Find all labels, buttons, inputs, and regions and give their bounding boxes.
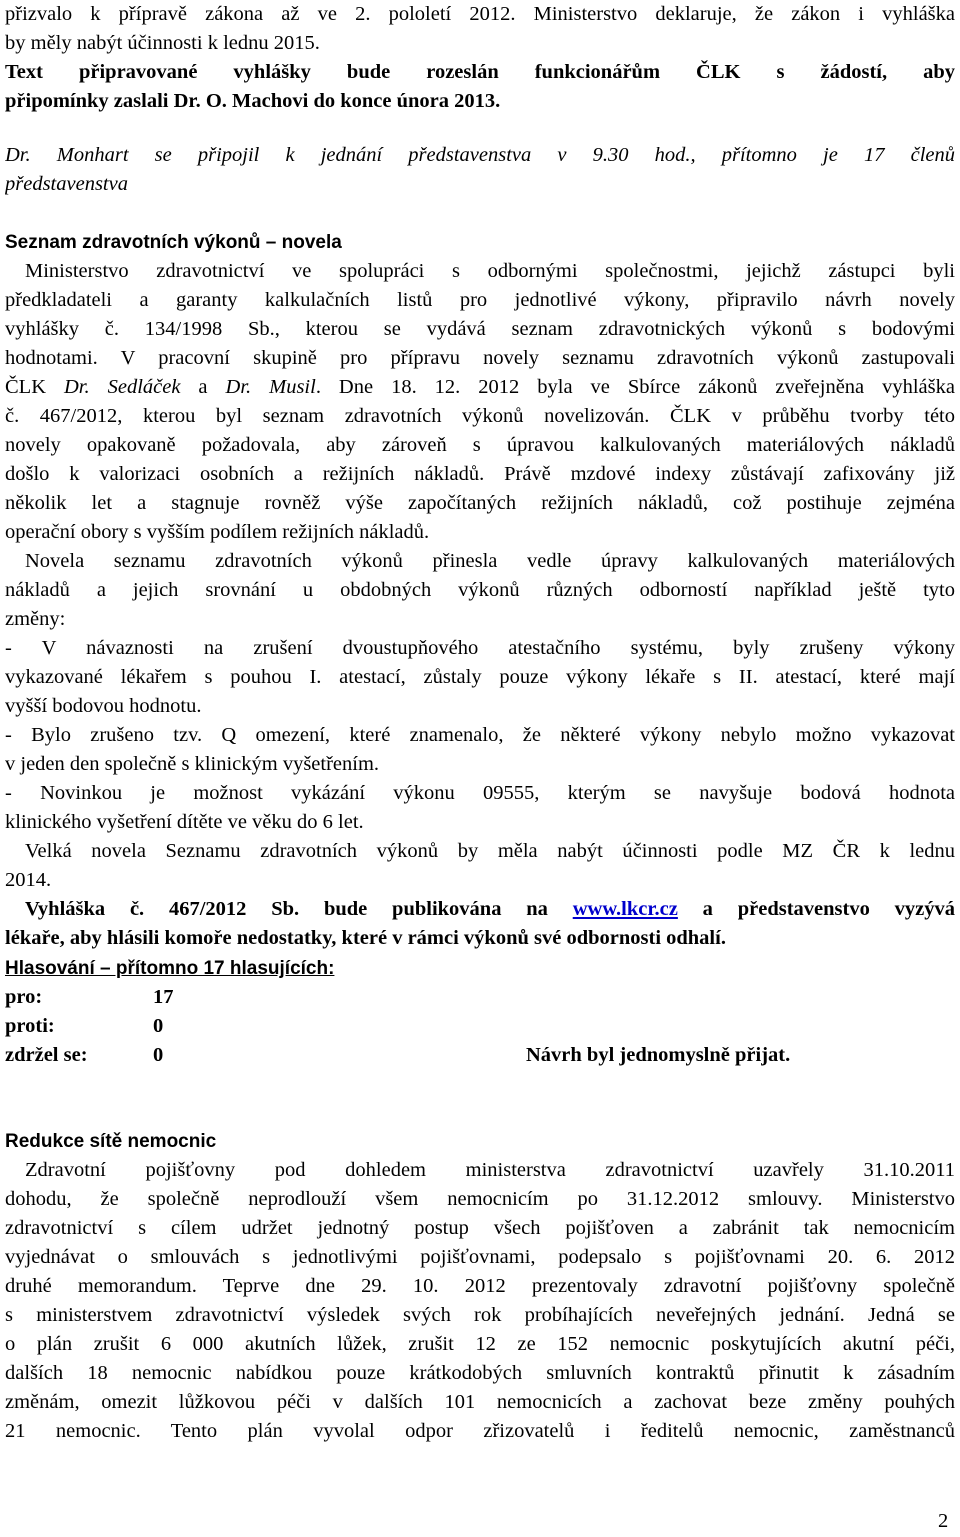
vote-heading: Hlasování – přítomno 17 hlasujících: xyxy=(5,958,335,979)
text-line: Ministerstvo zdravotnictví ve spolupráci s odbornými společnostmi, jejichž zástupci byli xyxy=(25,260,955,282)
section-heading: Redukce sítě nemocnic xyxy=(5,1131,217,1152)
text-line: 2014. xyxy=(5,869,52,891)
text-line: předkladateli a garanty kalkulačních listů pro jednotlivé výkony, připravilo návrh novely xyxy=(5,289,955,311)
text-line: by měly nabýt účinnosti k lednu 2015. xyxy=(5,32,320,54)
text-line: č. 467/2012, kterou byl seznam zdravotních výkonů novelizován. ČLK v průběhu tvorby této xyxy=(5,405,955,427)
person-name: Dr. Musil xyxy=(225,376,316,398)
text-line: lékaře, aby hlásili komoře nedostatky, které v rámci výkonů své odbornosti odhalí. xyxy=(5,927,726,949)
text-line: vyjednávat o smlouvách s jednotlivými pojišťovnami, podepsalo s pojišťovnami 20. 6. 2012 xyxy=(5,1246,955,1268)
text-line: v jeden den společně s klinickým vyšetřením. xyxy=(5,753,380,775)
text-line: dalších 18 nemocnic nabídkou pouze krátkodobých smluvních kontraktů přinutit k zásadním xyxy=(5,1362,955,1384)
text-line xyxy=(5,895,955,924)
vote-label: proti: xyxy=(5,1015,55,1037)
text-line: Novela seznamu zdravotních výkonů přinesla vedle úpravy kalkulovaných materiálových xyxy=(25,550,955,572)
text-line: novely opakovaně požadovala, aby zároveň s úpravou kalkulovaných materiálových nákladů xyxy=(5,434,955,456)
text-line: několik let a stagnuje rovněž výše započítaných režijních nákladů, což postihuje zejména xyxy=(5,492,955,514)
text-line: nákladů a jejich srovnání u obdobných výkonů různých odborností například ještě tyto xyxy=(5,579,955,601)
text-span: . Dne 18. 12. 2012 byla ve Sbírce zákonů zveřejněna vyhláška xyxy=(315,376,955,398)
text-line: vyhlášky č. 134/1998 Sb., kterou se vydává seznam zdravotnických výkonů s bodovými xyxy=(5,318,955,340)
vote-row-proti xyxy=(5,1012,955,1041)
text-span: ČLK xyxy=(5,376,64,398)
text-line xyxy=(5,373,955,402)
text-span: a představenstvo vyzývá xyxy=(677,898,955,920)
attendance-note xyxy=(5,141,955,199)
text-line: klinického vyšetření dítěte ve věku do 6 let. xyxy=(5,811,364,833)
vote-block xyxy=(5,954,955,1070)
text-line: vyšší bodovou hodnotu. xyxy=(5,695,202,717)
text-line: o plán zrušit 6 000 akutních lůžek, zrušit 12 ze 152 nemocnic poskytujících akutní péči, xyxy=(5,1333,955,1355)
text-line: - Bylo zrušeno tzv. Q omezení, které znamenalo, že některé výkony nebylo možno vykazovat xyxy=(5,724,955,746)
text-span: Vyhláška č. 467/2012 Sb. bude publikována na xyxy=(25,898,573,920)
vote-value: 0 xyxy=(153,1044,164,1066)
text-line: představenstva xyxy=(5,173,128,195)
section-redukce-siti xyxy=(5,1127,955,1446)
text-line: vykazované lékařem s pouhou I. atestací, zůstaly pouze výkony lékaře s II. atestací, které mají xyxy=(5,666,955,688)
lkcr-link[interactable]: www.lkcr.cz xyxy=(572,898,678,920)
text-line: Dr. Monhart se připojil k jednání představenstva v 9.30 hod., přítomno je 17 členů xyxy=(5,144,955,166)
vote-row-pro xyxy=(5,983,955,1012)
text-line: dohodu, že společně neprodlouží všem nemocnicím po 31.12.2012 smlouvy. Ministerstvo xyxy=(5,1188,955,1210)
text-line: druhé memorandum. Teprve dne 29. 10. 2012 prezentovaly zdravotní pojišťovny společně xyxy=(5,1275,955,1297)
text-line: - V návaznosti na zrušení dvoustupňového atestačního systému, byly zrušeny výkony xyxy=(5,637,955,659)
text-line: operační obory s vyšším podílem režijních nákladů. xyxy=(5,521,430,543)
text-line: změny: xyxy=(5,608,66,630)
text-line: 21 nemocnic. Tento plán vyvolal odpor zřizovatelů i ředitelů nemocnic, zaměstnanců xyxy=(5,1420,955,1442)
section-seznam-vykonu xyxy=(5,228,955,953)
vote-label: pro: xyxy=(5,986,43,1008)
text-line: Text připravované vyhlášky bude rozeslán funkcionářům ČLK s žádostí, aby xyxy=(5,61,955,83)
vote-result: Návrh byl jednomyslně přijat. xyxy=(526,1044,791,1066)
section-heading: Seznam zdravotních výkonů – novela xyxy=(5,232,342,253)
text-line: Velká novela Seznamu zdravotních výkonů by měla nabýt účinnosti podle MZ ČR k lednu xyxy=(25,840,955,862)
text-line: připomínky zaslali Dr. O. Machovi do konce února 2013. xyxy=(5,90,501,112)
text-span: a xyxy=(180,376,226,398)
text-line: Zdravotní pojišťovny pod dohledem ministerstva zdravotnictví uzavřely 31.10.2011 xyxy=(25,1159,955,1181)
vote-label: zdržel se: xyxy=(5,1044,88,1066)
vote-row-zdrzel xyxy=(5,1041,955,1070)
text-line: hodnotami. V pracovní skupině pro přípravu novely seznamu zdravotních výkonů zastupovali xyxy=(5,347,955,369)
text-line: došlo k valorizaci osobních a režijních nákladů. Právě mzdové indexy zůstávají zafixovány již xyxy=(5,463,955,485)
vote-value: 17 xyxy=(153,986,174,1008)
vote-value: 0 xyxy=(153,1015,164,1037)
page-number: 2 xyxy=(938,1510,949,1532)
person-name: Dr. Sedláček xyxy=(63,376,181,398)
text-line: zdravotnictví s cílem udržet jednotný postup všech pojišťoven a zabránit tak nemocnicím xyxy=(5,1217,955,1239)
intro-paragraph xyxy=(5,0,955,116)
text-line: s ministerstvem zdravotnictví výsledek svých rok probíhajících neveřejných jednání. Jedná se xyxy=(5,1304,955,1326)
text-line: - Novinkou je možnost vykázání výkonu 09555, kterým se navyšuje bodová hodnota xyxy=(5,782,955,804)
text-line: změnám, omezit lůžkovou péči v dalších 101 nemocnicích a zachovat beze změny pouhých xyxy=(5,1391,955,1413)
text-line: přizvalo k přípravě zákona až ve 2. pololetí 2012. Ministerstvo deklaruje, že zákon i vyhláška xyxy=(5,3,955,25)
